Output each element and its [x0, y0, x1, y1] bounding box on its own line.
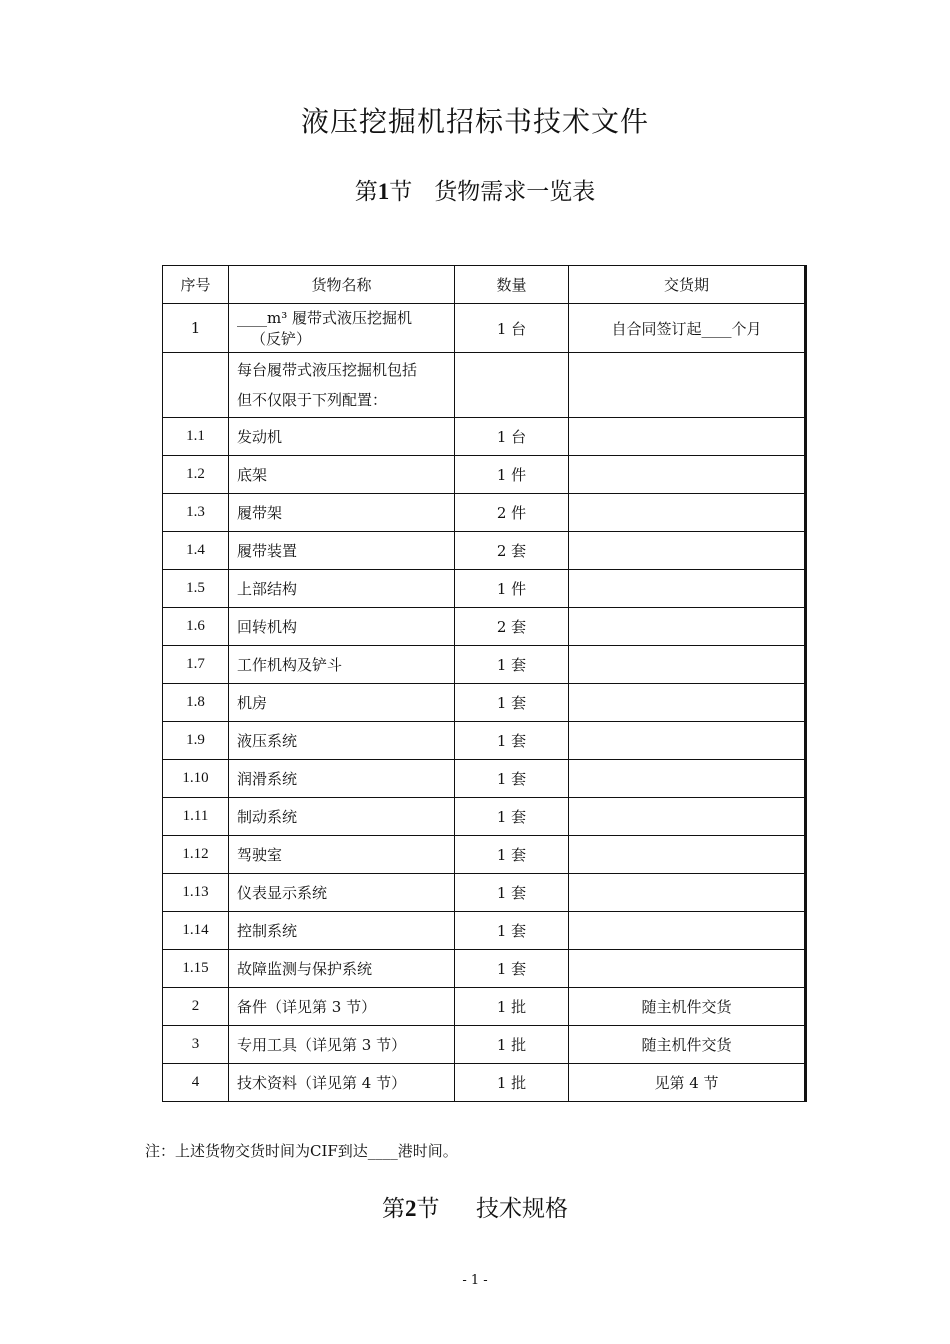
table-row [163, 912, 806, 950]
cell-name: 控制系统 [229, 912, 455, 950]
cell-name: 发动机 [229, 418, 455, 456]
cell-qty: 1 套 [455, 760, 569, 798]
cell-qty: 2 套 [455, 532, 569, 570]
cell-name: 上部结构 [229, 570, 455, 608]
cell-qty: 1 台 [455, 304, 569, 353]
cell-name-line1: ____m³ 履带式液压挖掘机 [237, 309, 413, 327]
document-title: 液压挖掘机招标书技术文件 [300, 105, 649, 138]
cell-no: 3 [163, 1026, 229, 1064]
header-delivery: 交货期 [569, 266, 806, 304]
section-2-heading [0, 1190, 950, 1223]
table-row [163, 950, 806, 988]
table-row [163, 760, 806, 798]
cell-no: 1.12 [163, 836, 229, 874]
cell-qty: 2 套 [455, 608, 569, 646]
cell-delivery [569, 418, 806, 456]
delivery-note: 注：上述货物交货时间为CIF到达____港时间。 [145, 1142, 458, 1160]
cell-name: 仪表显示系统 [229, 874, 455, 912]
section-2-number: 2 [404, 1196, 417, 1221]
cell-delivery [569, 353, 806, 418]
section-1-prefix: 第 [354, 179, 378, 205]
cell-no [163, 353, 229, 418]
cell-name: 故障监测与保护系统 [229, 950, 455, 988]
cell-name: 底架 [229, 456, 455, 494]
cell-delivery: 见第 4 节 [569, 1064, 806, 1102]
cell-no: 4 [163, 1064, 229, 1102]
table-row [163, 722, 806, 760]
table-row [163, 646, 806, 684]
section-1-number: 1 [377, 179, 390, 204]
cell-name [229, 304, 455, 353]
cell-delivery [569, 608, 806, 646]
cell-delivery: 随主机件交货 [569, 988, 806, 1026]
table-row [163, 684, 806, 722]
cell-no: 1.5 [163, 570, 229, 608]
table-row [163, 1064, 806, 1102]
table-row-config [163, 353, 806, 418]
cell-delivery: 自合同签订起____个月 [569, 304, 806, 353]
cell-qty: 1 套 [455, 874, 569, 912]
cell-no: 1 [163, 304, 229, 353]
section-1-heading [0, 173, 950, 206]
cell-no: 1.1 [163, 418, 229, 456]
table-row [163, 570, 806, 608]
cell-delivery [569, 874, 806, 912]
cell-name: 回转机构 [229, 608, 455, 646]
table-row [163, 1026, 806, 1064]
table-row [163, 798, 806, 836]
header-no: 序号 [163, 266, 229, 304]
header-name: 货物名称 [229, 266, 455, 304]
cell-no: 2 [163, 988, 229, 1026]
cell-name: 专用工具（详见第 3 节） [229, 1026, 455, 1064]
cell-no: 1.14 [163, 912, 229, 950]
cell-delivery [569, 912, 806, 950]
cell-name-line2: 但不仅限于下列配置： [237, 391, 388, 409]
cell-name: 备件（详见第 3 节） [229, 988, 455, 1026]
cell-name: 液压系统 [229, 722, 455, 760]
cell-delivery [569, 722, 806, 760]
cell-name: 履带架 [229, 494, 455, 532]
cell-name: 工作机构及铲斗 [229, 646, 455, 684]
cell-qty: 1 套 [455, 836, 569, 874]
cell-no: 1.7 [163, 646, 229, 684]
cell-qty: 1 套 [455, 798, 569, 836]
table-row [163, 456, 806, 494]
cell-delivery [569, 494, 806, 532]
page-number: - 1 - [462, 1273, 488, 1288]
cell-delivery [569, 456, 806, 494]
table-row [163, 494, 806, 532]
cell-name: 驾驶室 [229, 836, 455, 874]
cell-delivery [569, 798, 806, 836]
cell-delivery [569, 570, 806, 608]
cell-qty: 1 批 [455, 1026, 569, 1064]
section-2-name: 技术规格 [476, 1196, 569, 1222]
table-row [163, 988, 806, 1026]
table-row [163, 874, 806, 912]
cell-qty: 1 批 [455, 988, 569, 1026]
cell-qty: 1 套 [455, 646, 569, 684]
cell-name-line2: （反铲） [251, 330, 312, 348]
cell-delivery [569, 646, 806, 684]
cell-qty: 1 台 [455, 418, 569, 456]
cell-qty [455, 353, 569, 418]
goods-table [162, 265, 807, 1102]
cell-name: 履带装置 [229, 532, 455, 570]
section-1-suffix: 节 [389, 179, 413, 205]
table-header-row [163, 266, 806, 304]
section-2-prefix: 第 [381, 1196, 405, 1222]
cell-no: 1.3 [163, 494, 229, 532]
cell-qty: 2 件 [455, 494, 569, 532]
cell-qty: 1 套 [455, 912, 569, 950]
cell-name: 润滑系统 [229, 760, 455, 798]
table-row [163, 836, 806, 874]
cell-qty: 1 套 [455, 684, 569, 722]
cell-name-line1: 每台履带式液压挖掘机包括 [237, 361, 418, 379]
table-row [163, 532, 806, 570]
cell-no: 1.2 [163, 456, 229, 494]
cell-qty: 1 件 [455, 570, 569, 608]
cell-delivery: 随主机件交货 [569, 1026, 806, 1064]
section-2-suffix: 节 [416, 1196, 440, 1222]
cell-name: 机房 [229, 684, 455, 722]
cell-delivery [569, 760, 806, 798]
cell-no: 1.10 [163, 760, 229, 798]
cell-qty: 1 批 [455, 1064, 569, 1102]
cell-no: 1.4 [163, 532, 229, 570]
cell-no: 1.15 [163, 950, 229, 988]
cell-name: 技术资料（详见第 4 节） [229, 1064, 455, 1102]
cell-name: 制动系统 [229, 798, 455, 836]
table-row-item-1 [163, 304, 806, 353]
cell-delivery [569, 684, 806, 722]
cell-qty: 1 套 [455, 950, 569, 988]
cell-name [229, 353, 455, 418]
cell-delivery [569, 836, 806, 874]
cell-no: 1.11 [163, 798, 229, 836]
cell-no: 1.13 [163, 874, 229, 912]
table-row [163, 608, 806, 646]
cell-no: 1.6 [163, 608, 229, 646]
cell-qty: 1 套 [455, 722, 569, 760]
cell-no: 1.8 [163, 684, 229, 722]
cell-no: 1.9 [163, 722, 229, 760]
cell-qty: 1 件 [455, 456, 569, 494]
cell-delivery [569, 950, 806, 988]
header-qty: 数量 [455, 266, 569, 304]
table-row [163, 418, 806, 456]
section-1-name: 货物需求一览表 [434, 179, 596, 205]
cell-delivery [569, 532, 806, 570]
